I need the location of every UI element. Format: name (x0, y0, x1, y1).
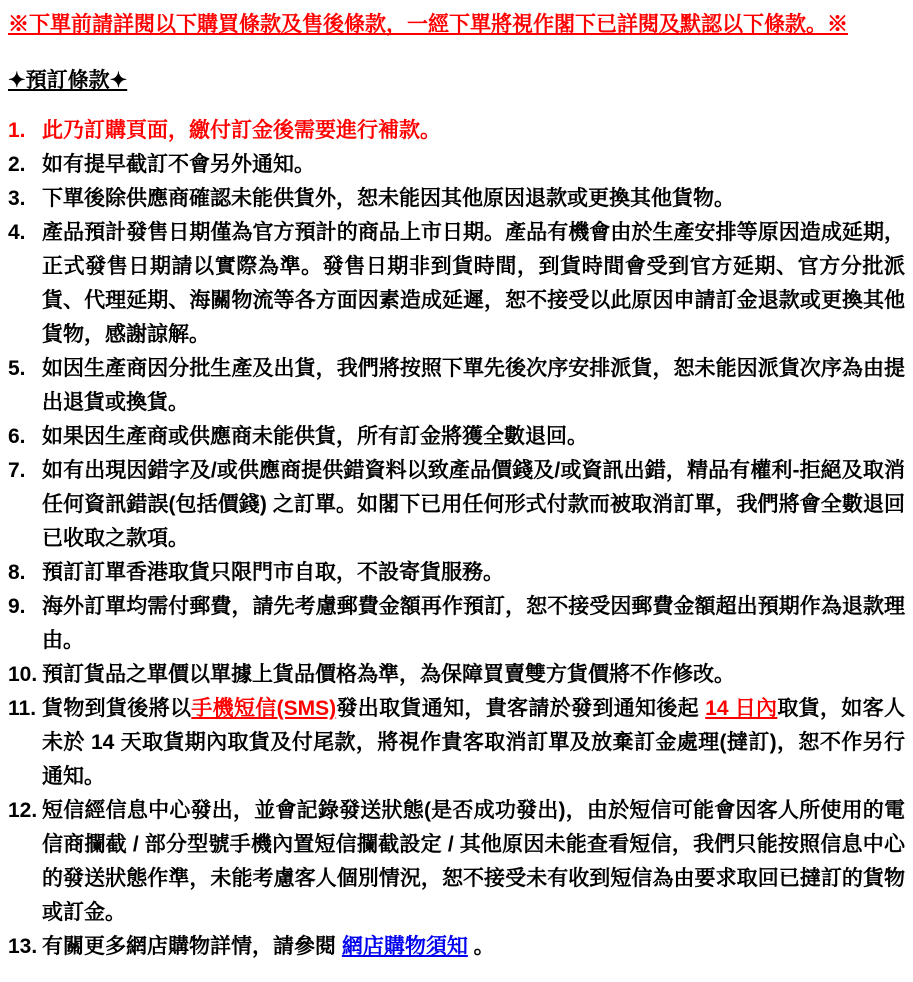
term-item (8, 658, 905, 692)
term-item (8, 420, 905, 454)
term-number: 7. (8, 459, 26, 482)
term-text (42, 352, 905, 420)
term-text (42, 556, 905, 590)
term-text-segment: 如有出現因錯字及/或供應商提供錯資料以致產品價錢及/或資訊出錯，精品有權利-拒絕及取消任何資訊錯誤(包括價錢) 之訂單。如閣下已用任何形式付款而被取消訂單，我們將會全數退回已收取之款項。 (42, 459, 905, 550)
term-text-segment: 如果因生產商或供應商未能供貨，所有訂金將獲全數退回。 (42, 425, 588, 448)
term-text (42, 692, 905, 794)
term-number: 1. (8, 119, 26, 142)
term-number: 11. (8, 697, 37, 720)
term-text-segment: 發出取貨通知，貴客請於發到通知後起 (336, 697, 706, 720)
top-warning-notice: ※下單前請詳閱以下購買條款及售後條款，一經下單將視作閣下已詳閱及默認以下條款。※ (8, 13, 848, 36)
term-number: 8. (8, 561, 26, 584)
term-text-segment: 貨物到貨後將以 (42, 697, 192, 720)
term-text (42, 182, 905, 216)
term-number: 12. (8, 799, 38, 822)
terms-list (8, 114, 905, 964)
term-text-segment: 此乃訂購頁面，繳付訂金後需要進行補款。 (42, 119, 441, 142)
term-item (8, 454, 905, 556)
term-text (42, 420, 905, 454)
term-item (8, 352, 905, 420)
deadline-highlight: 14 日內 (705, 697, 778, 720)
term-item (8, 590, 905, 658)
store-guide-link[interactable]: 網店購物須知 (341, 935, 468, 958)
term-number: 6. (8, 425, 26, 448)
term-item (8, 556, 905, 590)
term-number: 13. (8, 935, 38, 958)
term-number: 5. (8, 357, 26, 380)
term-text-segment: 下單後除供應商確認未能供貨外，恕未能因其他原因退款或更換其他貨物。 (42, 187, 735, 210)
term-text-segment: 有關更多網店購物詳情，請參閱 (42, 935, 342, 958)
term-text (42, 216, 905, 352)
term-text-segment: 海外訂單均需付郵費，請先考慮郵費金額再作預訂，恕不接受因郵費金額超出預期作為退款理由。 (42, 595, 905, 652)
term-text-segment: 。 (467, 935, 495, 958)
term-number: 2. (8, 153, 26, 176)
sms-highlight: 手機短信(SMS) (191, 697, 337, 720)
term-text (42, 148, 905, 182)
term-item (8, 114, 905, 148)
term-item (8, 216, 905, 352)
term-item (8, 692, 905, 794)
term-text-segment: 取貨，如客人未於 14 天取貨期內取貨及付尾款，將視作貴客取消訂單及放棄訂金處理(撻訂)，恕不作另行通知。 (42, 697, 905, 788)
section-title-preorder-terms: ✦預訂條款✦ (8, 69, 128, 92)
term-number: 3. (8, 187, 26, 210)
term-number: 9. (8, 595, 26, 618)
term-item (8, 794, 905, 930)
term-item (8, 930, 905, 964)
term-item (8, 148, 905, 182)
term-text (42, 794, 905, 930)
term-number: 10. (8, 663, 38, 686)
term-text-segment: 預訂貨品之單價以單據上貨品價格為準，為保障買賣雙方貨價將不作修改。 (42, 663, 735, 686)
term-text-segment: 短信經信息中心發出，並會記錄發送狀態(是否成功發出)，由於短信可能會因客人所使用的電信商攔截 / 部分型號手機內置短信攔截設定 / 其他原因未能查看短信，我們只能按照信息中心的發送狀態作準，未能考慮客人個別情況，恕不接受未有收到短信為由要求取回已撻訂的貨物或訂金。 (42, 799, 905, 924)
term-text-segment: 如因生產商因分批生產及出貨，我們將按照下單先後次序安排派貨，恕未能因派貨次序為由提出退貨或換貨。 (42, 357, 905, 414)
term-text-segment: 如有提早截訂不會另外通知。 (42, 153, 315, 176)
term-text (42, 590, 905, 658)
term-text (42, 930, 905, 964)
term-text (42, 658, 905, 692)
term-number: 4. (8, 221, 26, 244)
term-text-segment: 預訂訂單香港取貨只限門市自取，不設寄貨服務。 (42, 561, 504, 584)
term-item (8, 182, 905, 216)
term-text (42, 454, 905, 556)
term-text (42, 114, 905, 148)
term-text-segment: 產品預計發售日期僅為官方預計的商品上市日期。產品有機會由於生產安排等原因造成延期，正式發售日期請以實際為準。發售日期非到貨時間，到貨時間會受到官方延期、官方分批派貨、代理延期、海關物流等各方面因素造成延遲，恕不接受以此原因申請訂金退款或更換其他貨物，感謝諒解。 (42, 221, 905, 346)
